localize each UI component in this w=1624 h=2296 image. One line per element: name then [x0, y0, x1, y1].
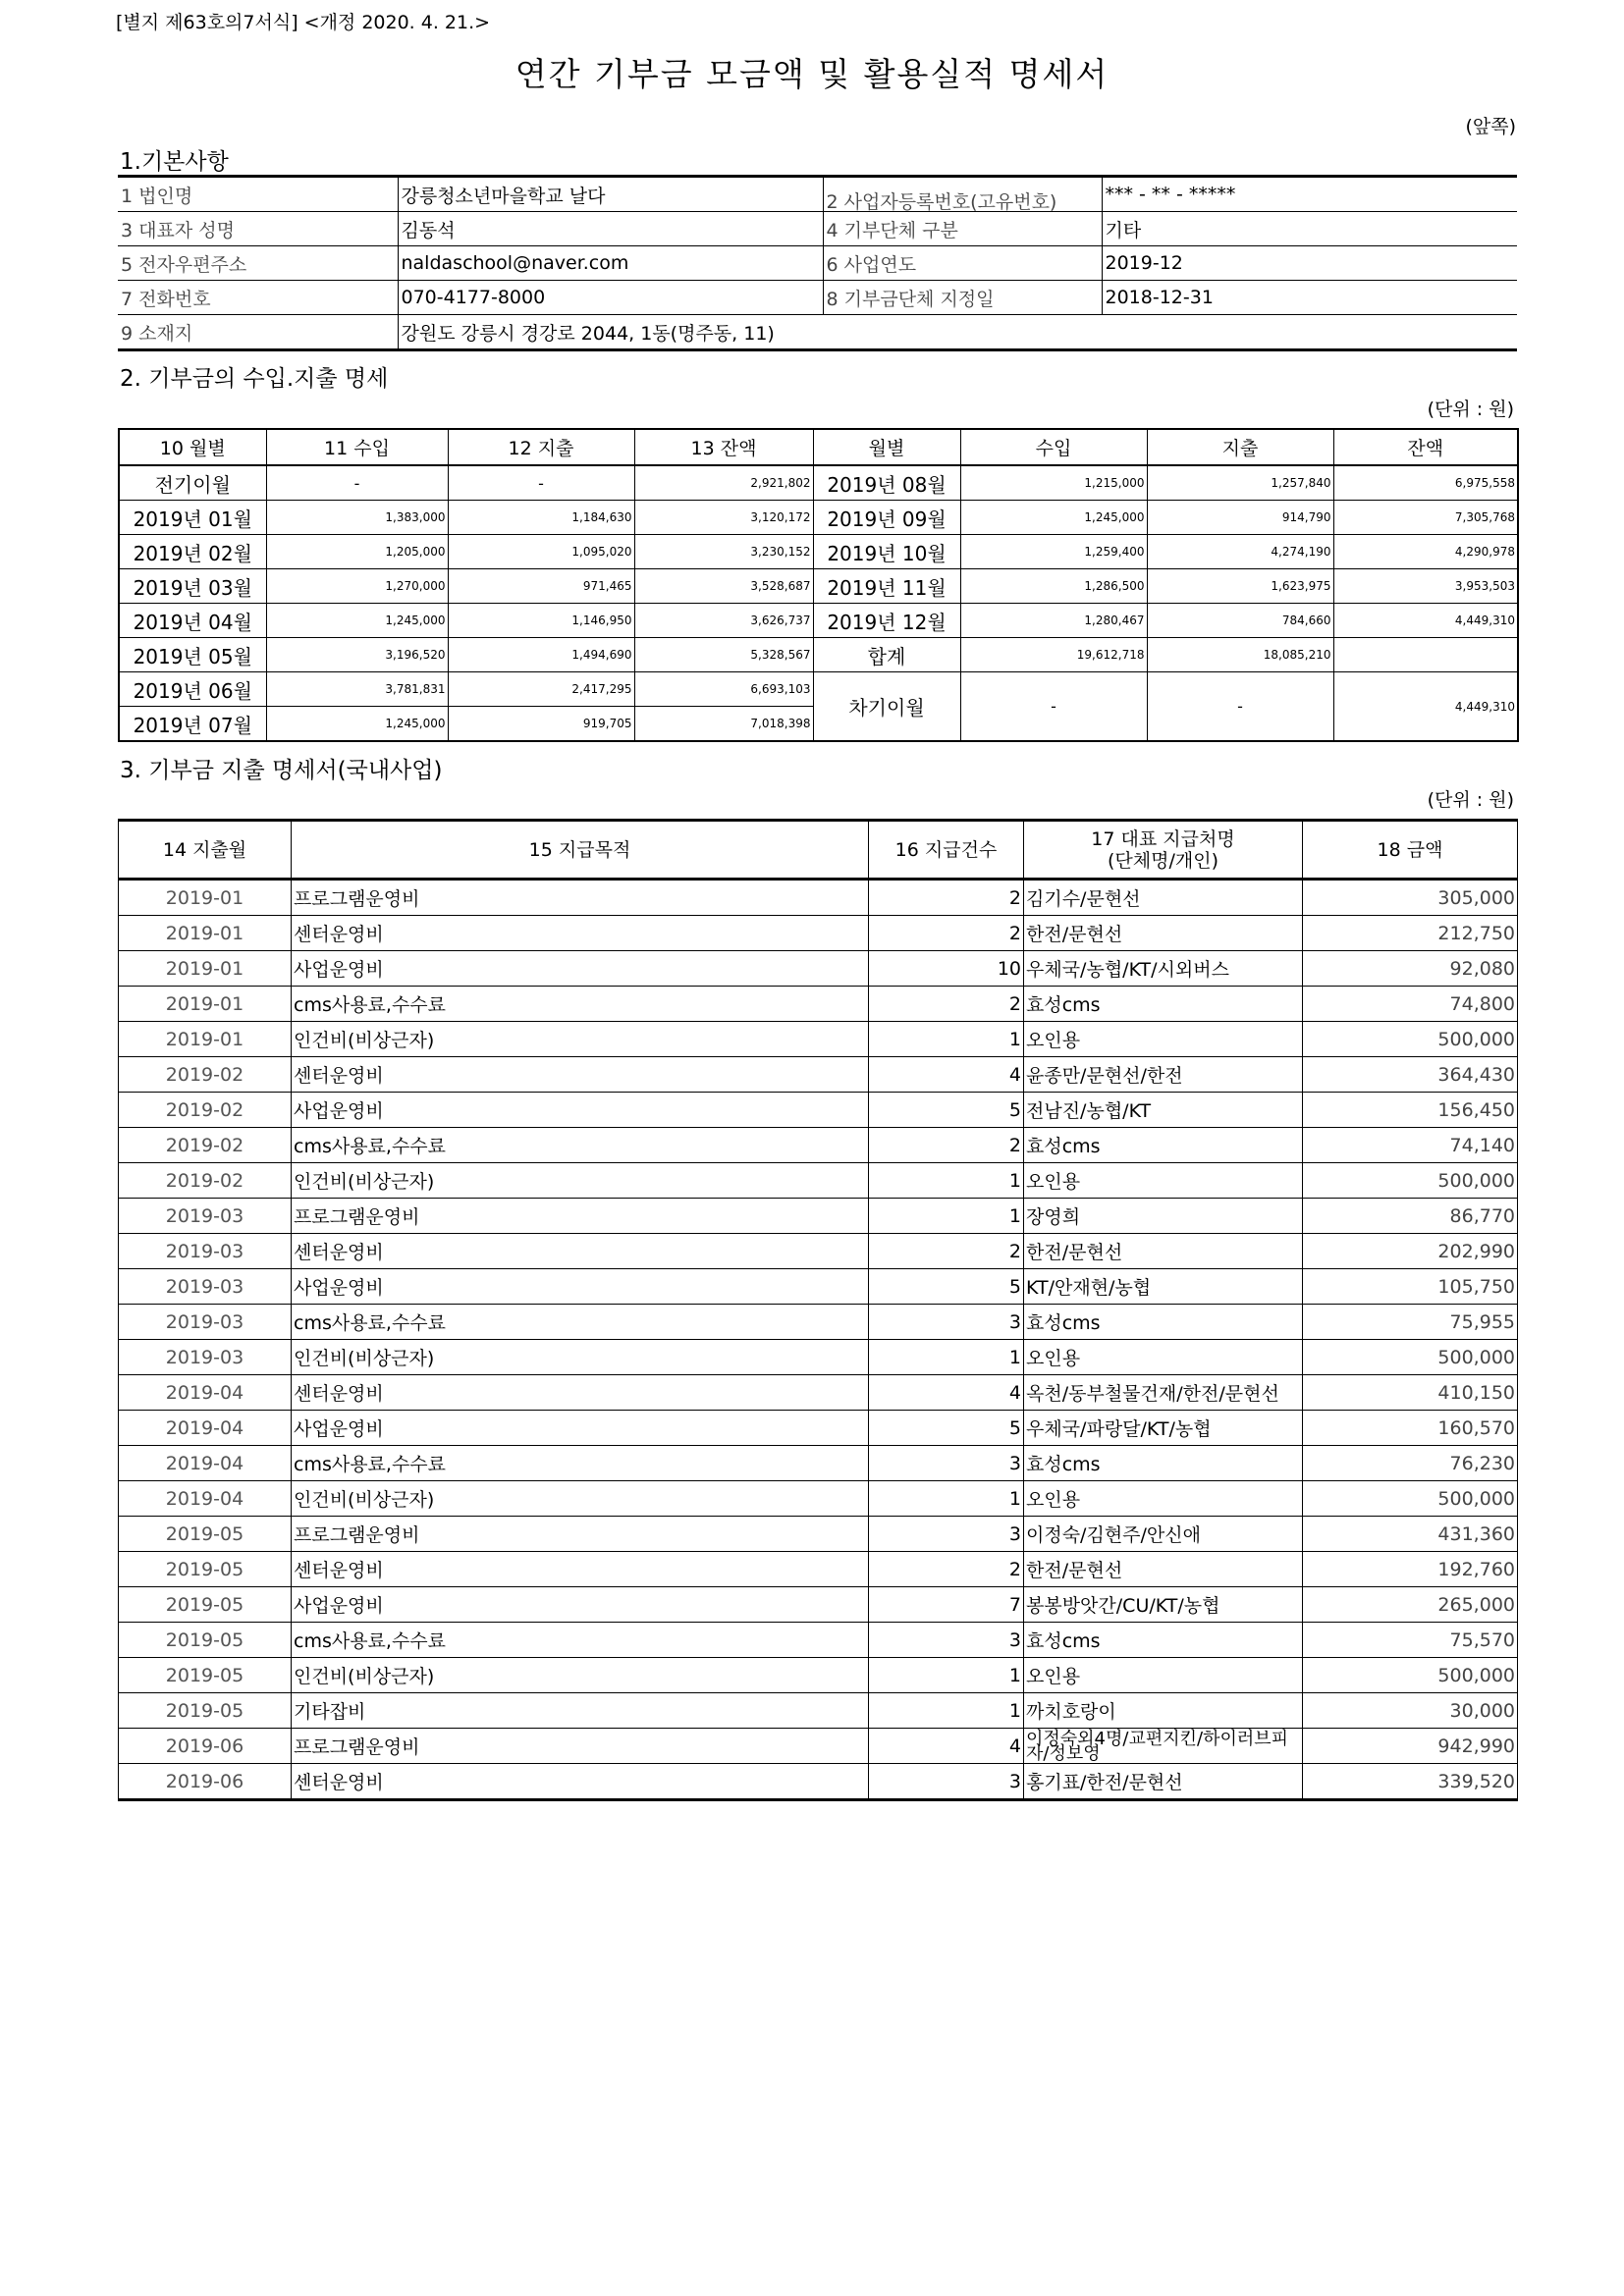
payee-name: 오인용 — [1024, 1022, 1303, 1057]
expense-month: 2019-04 — [119, 1411, 292, 1446]
amount-cell: 1,245,000 — [266, 604, 448, 638]
expense-month: 2019-06 — [119, 1764, 292, 1800]
expense-month: 2019-01 — [119, 987, 292, 1022]
field-label: 5 전자우편주소 — [118, 246, 398, 281]
payment-purpose: 사업운영비 — [292, 1093, 869, 1128]
expense-month: 2019-01 — [119, 880, 292, 916]
amount: 500,000 — [1303, 1481, 1518, 1517]
expense-month: 2019-04 — [119, 1446, 292, 1481]
payment-purpose: 프로그램운영비 — [292, 1729, 869, 1764]
amount-cell: - — [266, 465, 448, 501]
page-side-label: (앞쪽) — [1465, 116, 1516, 137]
amount-cell: 18,085,210 — [1147, 638, 1333, 672]
payment-purpose: 프로그램운영비 — [292, 1517, 869, 1552]
expense-month: 2019-01 — [119, 916, 292, 951]
payee-name: 효성cms — [1024, 1128, 1303, 1163]
field-value: 070-4177-8000 — [398, 281, 823, 315]
field-label: 6 사업연도 — [823, 246, 1102, 281]
payment-count: 5 — [869, 1093, 1024, 1128]
amount-cell: 1,245,000 — [960, 501, 1147, 535]
expenditure-row — [119, 1693, 1518, 1729]
amount-cell: 1,095,020 — [448, 535, 634, 569]
payment-purpose: 인건비(비상근자) — [292, 1340, 869, 1375]
payee-name: 이정숙/김현주/안신애 — [1024, 1517, 1303, 1552]
column-header: 13 잔액 — [634, 429, 813, 465]
amount-cell: 1,280,467 — [960, 604, 1147, 638]
payment-count: 4 — [869, 1057, 1024, 1093]
payment-count: 1 — [869, 1481, 1024, 1517]
expenditure-row — [119, 1729, 1518, 1764]
payee-name: 윤종만/문현선/한전 — [1024, 1057, 1303, 1093]
column-header: 16 지급건수 — [869, 821, 1024, 880]
expenditure-row — [119, 987, 1518, 1022]
payee-name: 효성cms — [1024, 1305, 1303, 1340]
amount-cell: 1,205,000 — [266, 535, 448, 569]
month-cell: 전기이월 — [119, 465, 266, 501]
amount: 431,360 — [1303, 1517, 1518, 1552]
payee-name: 오인용 — [1024, 1481, 1303, 1517]
expenditure-row — [119, 1411, 1518, 1446]
payment-count: 1 — [869, 1340, 1024, 1375]
payment-purpose: 기타잡비 — [292, 1693, 869, 1729]
payment-purpose: 인건비(비상근자) — [292, 1658, 869, 1693]
document-title: 연간 기부금 모금액 및 활용실적 명세서 — [514, 55, 1110, 93]
basic-info-row — [118, 246, 1517, 281]
field-label: 8 기부금단체 지정일 — [823, 281, 1102, 315]
expense-month: 2019-05 — [119, 1552, 292, 1587]
payment-purpose: 인건비(비상근자) — [292, 1163, 869, 1199]
payment-count: 1 — [869, 1022, 1024, 1057]
amount-cell: 6,693,103 — [634, 672, 813, 707]
payment-count: 3 — [869, 1446, 1024, 1481]
payment-purpose: 인건비(비상근자) — [292, 1481, 869, 1517]
payment-count: 4 — [869, 1729, 1024, 1764]
payment-count: 1 — [869, 1199, 1024, 1234]
ledger-table — [118, 428, 1519, 742]
amount-cell: 1,494,690 — [448, 638, 634, 672]
amount: 105,750 — [1303, 1269, 1518, 1305]
amount-cell: 1,286,500 — [960, 569, 1147, 604]
expenditure-row — [119, 1163, 1518, 1199]
field-label: 2 사업자등록번호(고유번호) — [823, 177, 1102, 212]
amount: 75,955 — [1303, 1305, 1518, 1340]
payment-count: 5 — [869, 1269, 1024, 1305]
expense-month: 2019-03 — [119, 1305, 292, 1340]
column-header: 월별 — [813, 429, 960, 465]
month-cell: 2019년 01월 — [119, 501, 266, 535]
payee-name: 효성cms — [1024, 1446, 1303, 1481]
field-label: 1 법인명 — [118, 177, 398, 212]
basic-info-row — [118, 212, 1517, 246]
payment-count: 3 — [869, 1623, 1024, 1658]
payee-name: 옥천/동부철물건재/한전/문현선 — [1024, 1375, 1303, 1411]
payment-count: 4 — [869, 1375, 1024, 1411]
payment-count: 3 — [869, 1764, 1024, 1800]
payment-count: 5 — [869, 1411, 1024, 1446]
amount-cell: 1,623,975 — [1147, 569, 1333, 604]
carryover-value: - — [960, 672, 1147, 742]
amount: 202,990 — [1303, 1234, 1518, 1269]
amount-cell: 1,184,630 — [448, 501, 634, 535]
payment-purpose: cms사용료,수수료 — [292, 1623, 869, 1658]
amount-cell: 3,528,687 — [634, 569, 813, 604]
payment-purpose: 사업운영비 — [292, 1411, 869, 1446]
amount: 942,990 — [1303, 1729, 1518, 1764]
payment-purpose: 센터운영비 — [292, 1375, 869, 1411]
amount-cell: 4,274,190 — [1147, 535, 1333, 569]
payment-purpose: 센터운영비 — [292, 916, 869, 951]
amount-cell: 2,417,295 — [448, 672, 634, 707]
amount-cell: 3,626,737 — [634, 604, 813, 638]
payment-count: 1 — [869, 1163, 1024, 1199]
expense-month: 2019-02 — [119, 1128, 292, 1163]
amount-cell: 4,290,978 — [1333, 535, 1518, 569]
expenditure-row — [119, 1481, 1518, 1517]
ledger-row — [119, 501, 1518, 535]
month-cell: 2019년 11월 — [813, 569, 960, 604]
expenditure-row — [119, 1446, 1518, 1481]
payment-purpose: cms사용료,수수료 — [292, 987, 869, 1022]
amount-cell — [1333, 638, 1518, 672]
detail-unit: (단위 : 원) — [1427, 789, 1514, 811]
column-header: 잔액 — [1333, 429, 1518, 465]
ledger-row — [119, 672, 1518, 707]
carryover-label: 차기이월 — [813, 672, 960, 742]
column-header: 15 지급목적 — [292, 821, 869, 880]
amount: 30,000 — [1303, 1693, 1518, 1729]
amount-cell: 1,215,000 — [960, 465, 1147, 501]
field-value: 2018-12-31 — [1102, 281, 1517, 315]
amount-cell: 1,257,840 — [1147, 465, 1333, 501]
field-label: 7 전화번호 — [118, 281, 398, 315]
expense-month: 2019-05 — [119, 1517, 292, 1552]
payment-count: 2 — [869, 1128, 1024, 1163]
payee-name: 까치호랑이 — [1024, 1693, 1303, 1729]
basic-section-title: 1.기본사항 — [120, 149, 229, 175]
amount-cell: 914,790 — [1147, 501, 1333, 535]
field-value: 강릉청소년마을학교 날다 — [398, 177, 823, 212]
expenditure-row — [119, 1658, 1518, 1693]
amount-cell: 3,120,172 — [634, 501, 813, 535]
payee-name: 봉봉방앗간/CU/KT/농협 — [1024, 1587, 1303, 1623]
amount: 192,760 — [1303, 1552, 1518, 1587]
address-value: 강원도 강릉시 경강로 2044, 1동(명주동, 11) — [398, 315, 1517, 350]
payment-purpose: cms사용료,수수료 — [292, 1128, 869, 1163]
field-value: naldaschool@naver.com — [398, 246, 823, 281]
payee-name: 오인용 — [1024, 1163, 1303, 1199]
amount-cell: 784,660 — [1147, 604, 1333, 638]
amount: 160,570 — [1303, 1411, 1518, 1446]
column-header: 10 월별 — [119, 429, 266, 465]
payment-purpose: cms사용료,수수료 — [292, 1305, 869, 1340]
payment-purpose: 사업운영비 — [292, 951, 869, 987]
payment-count: 3 — [869, 1305, 1024, 1340]
payment-purpose: cms사용료,수수료 — [292, 1446, 869, 1481]
payee-name: 장영희 — [1024, 1199, 1303, 1234]
amount-cell: 6,975,558 — [1333, 465, 1518, 501]
payee-name: 전남진/농협/KT — [1024, 1093, 1303, 1128]
payment-count: 2 — [869, 987, 1024, 1022]
payment-count: 1 — [869, 1693, 1024, 1729]
payment-purpose: 프로그램운영비 — [292, 880, 869, 916]
column-header: 17 대표 지급처명 (단체명/개인) — [1024, 821, 1303, 880]
payment-count: 2 — [869, 880, 1024, 916]
field-value: 기타 — [1102, 212, 1517, 246]
column-header: 11 수입 — [266, 429, 448, 465]
month-cell: 2019년 05월 — [119, 638, 266, 672]
expense-month: 2019-04 — [119, 1375, 292, 1411]
expense-month: 2019-05 — [119, 1587, 292, 1623]
ledger-row — [119, 569, 1518, 604]
expense-month: 2019-05 — [119, 1693, 292, 1729]
amount: 410,150 — [1303, 1375, 1518, 1411]
amount: 500,000 — [1303, 1658, 1518, 1693]
ledger-row — [119, 535, 1518, 569]
payment-purpose: 센터운영비 — [292, 1057, 869, 1093]
amount-cell: 2,921,802 — [634, 465, 813, 501]
amount-cell: 3,230,152 — [634, 535, 813, 569]
payee-name: 한전/문현선 — [1024, 1234, 1303, 1269]
ledger-row — [119, 604, 1518, 638]
expenditure-row — [119, 1517, 1518, 1552]
carryover-value: - — [1147, 672, 1333, 742]
column-header: 12 지출 — [448, 429, 634, 465]
payee-name: 효성cms — [1024, 987, 1303, 1022]
expenditure-row — [119, 916, 1518, 951]
payee-name: 우체국/농협/KT/시외버스 — [1024, 951, 1303, 987]
expenditure-row — [119, 1269, 1518, 1305]
amount: 339,520 — [1303, 1764, 1518, 1800]
payment-count: 10 — [869, 951, 1024, 987]
ledger-row — [119, 638, 1518, 672]
field-value: 2019-12 — [1102, 246, 1517, 281]
payment-count: 2 — [869, 916, 1024, 951]
basic-info-row — [118, 281, 1517, 315]
payment-purpose: 사업운영비 — [292, 1587, 869, 1623]
amount-cell: 1,259,400 — [960, 535, 1147, 569]
payee-name: 홍기표/한전/문현선 — [1024, 1764, 1303, 1800]
expense-month: 2019-03 — [119, 1234, 292, 1269]
payee-name: 오인용 — [1024, 1340, 1303, 1375]
expense-month: 2019-05 — [119, 1658, 292, 1693]
basic-info-row — [118, 177, 1517, 212]
expense-month: 2019-04 — [119, 1481, 292, 1517]
column-header: 14 지출월 — [119, 821, 292, 880]
expenditure-row — [119, 951, 1518, 987]
amount-cell: 4,449,310 — [1333, 604, 1518, 638]
expenditure-row — [119, 1764, 1518, 1800]
amount-cell: 1,383,000 — [266, 501, 448, 535]
expense-month: 2019-03 — [119, 1340, 292, 1375]
amount: 92,080 — [1303, 951, 1518, 987]
expenditure-row — [119, 1623, 1518, 1658]
payment-count: 2 — [869, 1234, 1024, 1269]
payee-name: KT/안재현/농협 — [1024, 1269, 1303, 1305]
payee-name: 한전/문현선 — [1024, 1552, 1303, 1587]
amount: 212,750 — [1303, 916, 1518, 951]
column-header: 18 금액 — [1303, 821, 1518, 880]
amount-cell: 3,196,520 — [266, 638, 448, 672]
carryover-value: 4,449,310 — [1333, 672, 1518, 742]
payment-purpose: 인건비(비상근자) — [292, 1022, 869, 1057]
field-value: 김동석 — [398, 212, 823, 246]
expenditure-row — [119, 1093, 1518, 1128]
amount: 500,000 — [1303, 1163, 1518, 1199]
detail-section-title: 3. 기부금 지출 명세서(국내사업) — [120, 758, 443, 783]
month-cell: 2019년 10월 — [813, 535, 960, 569]
expenditure-row — [119, 1234, 1518, 1269]
basic-info-table — [118, 175, 1517, 351]
basic-info-row — [118, 315, 1517, 350]
amount-cell: - — [448, 465, 634, 501]
field-label: 9 소재지 — [118, 315, 398, 350]
expense-month: 2019-03 — [119, 1269, 292, 1305]
amount: 86,770 — [1303, 1199, 1518, 1234]
payee-name: 이정숙외4명/교편지킨/하이러브피자/정보영 — [1024, 1729, 1303, 1764]
payee-name: 효성cms — [1024, 1623, 1303, 1658]
ledger-unit: (단위 : 원) — [1427, 399, 1514, 420]
month-cell: 합계 — [813, 638, 960, 672]
month-cell: 2019년 08월 — [813, 465, 960, 501]
payment-purpose: 센터운영비 — [292, 1552, 869, 1587]
expense-month: 2019-01 — [119, 1022, 292, 1057]
month-cell: 2019년 06월 — [119, 672, 266, 707]
amount: 74,140 — [1303, 1128, 1518, 1163]
expense-month: 2019-06 — [119, 1729, 292, 1764]
column-header: 지출 — [1147, 429, 1333, 465]
expenditure-row — [119, 1057, 1518, 1093]
amount-cell: 1,245,000 — [266, 707, 448, 742]
amount: 305,000 — [1303, 880, 1518, 916]
payment-purpose: 사업운영비 — [292, 1269, 869, 1305]
month-cell: 2019년 09월 — [813, 501, 960, 535]
amount: 364,430 — [1303, 1057, 1518, 1093]
payment-count: 3 — [869, 1517, 1024, 1552]
payee-name: 오인용 — [1024, 1658, 1303, 1693]
amount: 75,570 — [1303, 1623, 1518, 1658]
expenditure-row — [119, 1587, 1518, 1623]
column-header: 수입 — [960, 429, 1147, 465]
amount: 76,230 — [1303, 1446, 1518, 1481]
amount-cell: 7,018,398 — [634, 707, 813, 742]
payment-purpose: 프로그램운영비 — [292, 1199, 869, 1234]
ledger-row — [119, 465, 1518, 501]
payee-name: 김기수/문현선 — [1024, 880, 1303, 916]
amount: 156,450 — [1303, 1093, 1518, 1128]
amount: 500,000 — [1303, 1340, 1518, 1375]
ledger-section-title: 2. 기부금의 수입.지출 명세 — [120, 366, 389, 392]
amount: 500,000 — [1303, 1022, 1518, 1057]
payment-count: 2 — [869, 1552, 1024, 1587]
month-cell: 2019년 02월 — [119, 535, 266, 569]
expenditure-table — [118, 819, 1518, 1801]
payment-purpose: 센터운영비 — [292, 1764, 869, 1800]
form-number: [별지 제63호의7서식] <개정 2020. 4. 21.> — [116, 12, 491, 33]
amount-cell: 1,146,950 — [448, 604, 634, 638]
field-value: *** - ** - ***** — [1102, 177, 1517, 212]
month-cell: 2019년 12월 — [813, 604, 960, 638]
payment-count: 7 — [869, 1587, 1024, 1623]
month-cell: 2019년 07월 — [119, 707, 266, 742]
amount-cell: 919,705 — [448, 707, 634, 742]
amount-cell: 3,953,503 — [1333, 569, 1518, 604]
expenditure-row — [119, 1022, 1518, 1057]
amount-cell: 1,270,000 — [266, 569, 448, 604]
expense-month: 2019-01 — [119, 951, 292, 987]
amount-cell: 5,328,567 — [634, 638, 813, 672]
expenditure-row — [119, 1552, 1518, 1587]
expense-month: 2019-02 — [119, 1057, 292, 1093]
expenditure-row — [119, 1199, 1518, 1234]
payment-purpose: 센터운영비 — [292, 1234, 869, 1269]
amount: 265,000 — [1303, 1587, 1518, 1623]
expense-month: 2019-02 — [119, 1163, 292, 1199]
amount-cell: 971,465 — [448, 569, 634, 604]
field-label: 3 대표자 성명 — [118, 212, 398, 246]
amount-cell: 3,781,831 — [266, 672, 448, 707]
expenditure-row — [119, 1340, 1518, 1375]
expenditure-row — [119, 1128, 1518, 1163]
month-cell: 2019년 04월 — [119, 604, 266, 638]
expense-month: 2019-02 — [119, 1093, 292, 1128]
amount-cell: 19,612,718 — [960, 638, 1147, 672]
amount-cell: 7,305,768 — [1333, 501, 1518, 535]
field-label: 4 기부단체 구분 — [823, 212, 1102, 246]
expenditure-row — [119, 880, 1518, 916]
payee-name: 한전/문현선 — [1024, 916, 1303, 951]
month-cell: 2019년 03월 — [119, 569, 266, 604]
expenditure-row — [119, 1375, 1518, 1411]
expenditure-row — [119, 1305, 1518, 1340]
payment-count: 1 — [869, 1658, 1024, 1693]
expense-month: 2019-03 — [119, 1199, 292, 1234]
amount: 74,800 — [1303, 987, 1518, 1022]
expense-month: 2019-05 — [119, 1623, 292, 1658]
payee-name: 우체국/파랑달/KT/농협 — [1024, 1411, 1303, 1446]
